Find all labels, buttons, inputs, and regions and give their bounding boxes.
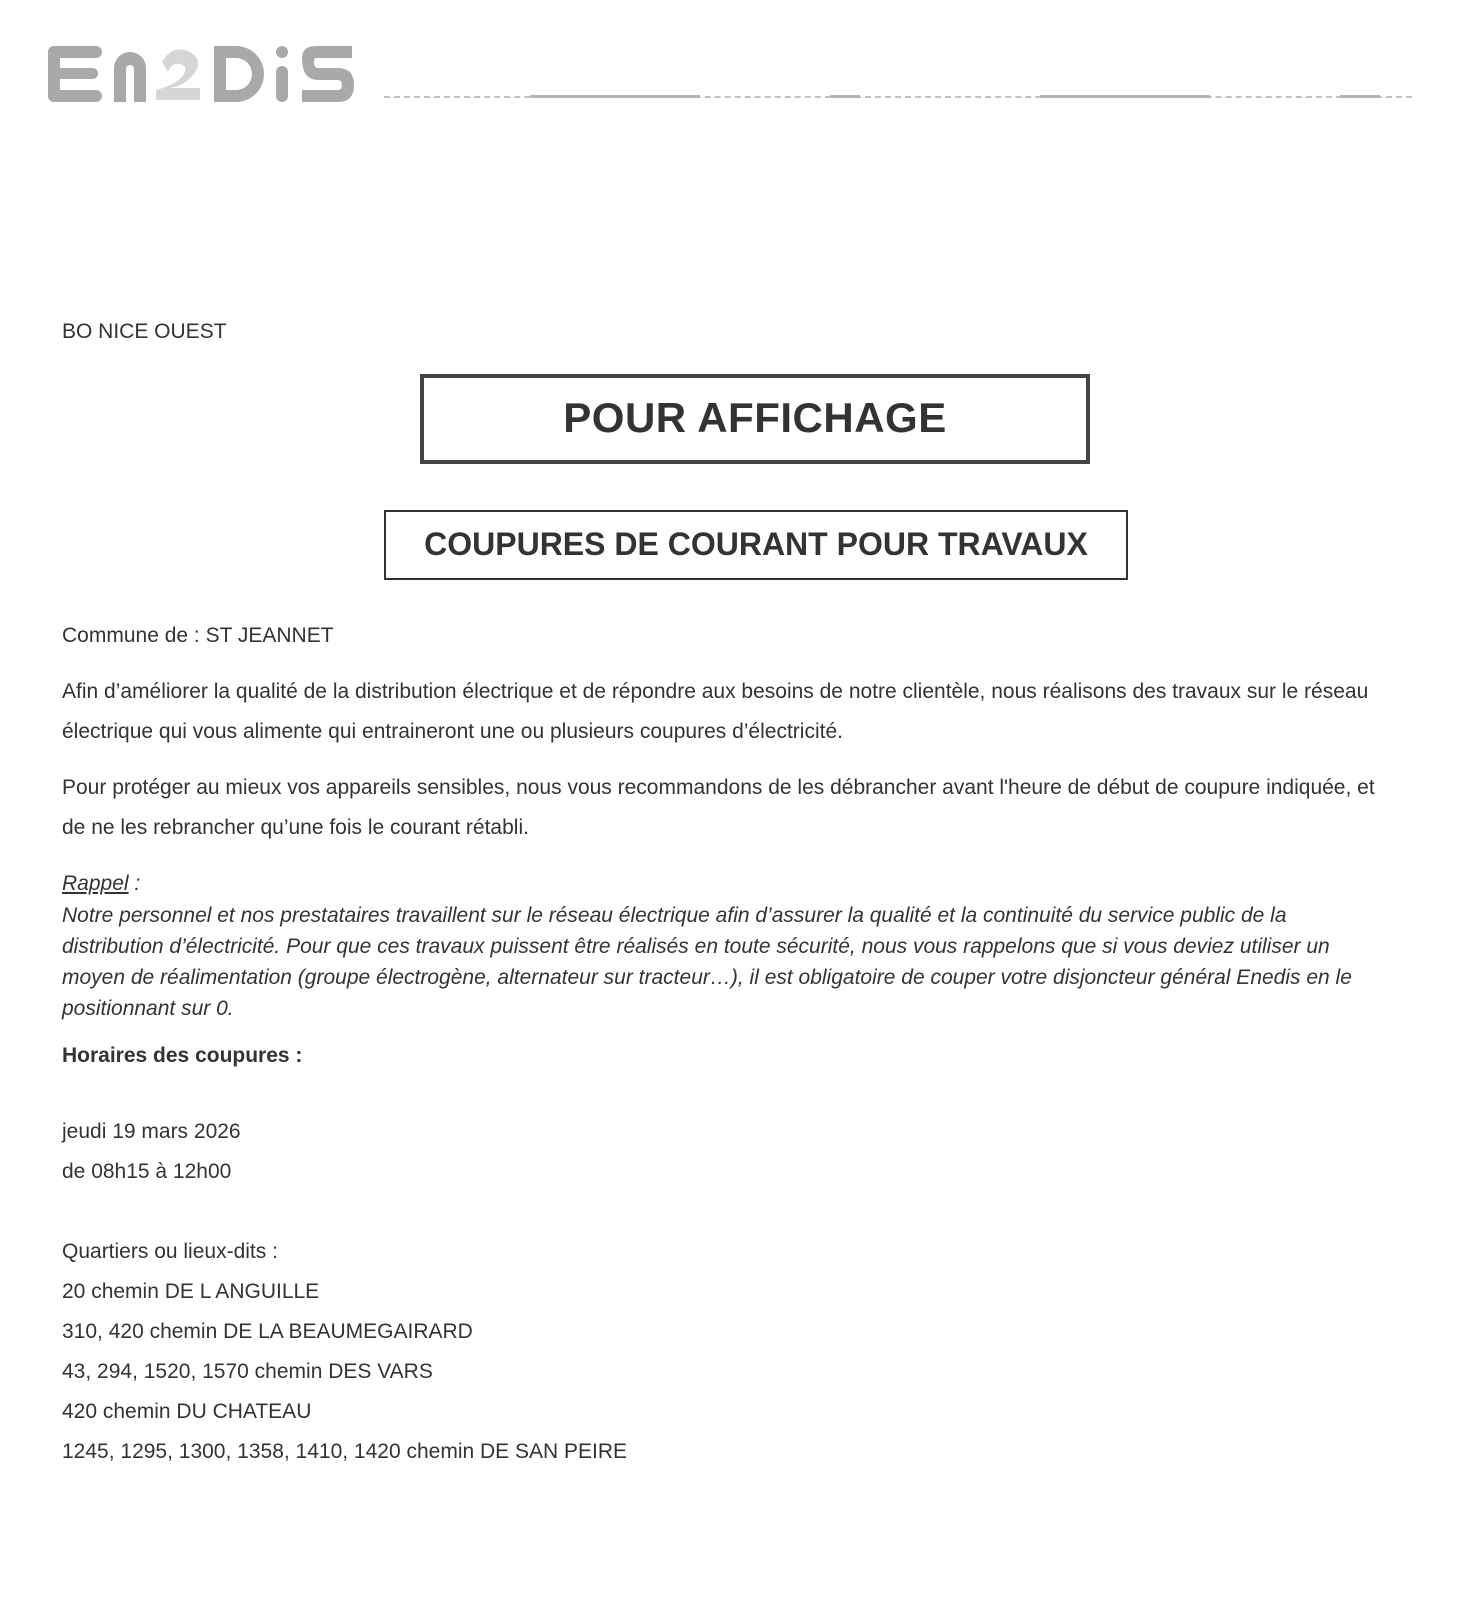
- header-rule-segment: [1340, 95, 1380, 98]
- schedule-date: jeudi 19 mars 2026: [62, 1120, 241, 1143]
- rappel-body: Notre personnel et nos prestataires travaillent sur le réseau électrique afin d’assurer la qualité et la continuité du service public de la distribution d’électricité. Pour que ces travaux puissent être réalisés en toute sécurité, nous vous rappelons que si vous deviez utiliser un moyen de réalimentation (groupe électrogène, alternateur sur tracteur…), il est obligatoire de couper votre disjoncteur général Enedis en le positionnant sur 0.: [62, 904, 1352, 1020]
- sender-office: BO NICE OUEST: [62, 320, 227, 343]
- rappel-suffix: :: [128, 872, 141, 895]
- enedis-logo: [44, 28, 364, 118]
- header-rule-segment: [830, 95, 860, 98]
- schedule-time: de 08h15 à 12h00: [62, 1160, 232, 1183]
- location-item: 20 chemin DE L ANGUILLE: [62, 1280, 320, 1303]
- location-item: 1245, 1295, 1300, 1358, 1410, 1420 chemin DE SAN PEIRE: [62, 1440, 628, 1463]
- rappel-heading: [62, 872, 140, 896]
- location-item: 43, 294, 1520, 1570 chemin DES VARS: [62, 1360, 433, 1383]
- location-item: 310, 420 chemin DE LA BEAUMEGAIRARD: [62, 1320, 473, 1343]
- commune-line: Commune de : ST JEANNET: [62, 624, 334, 647]
- schedule-heading: Horaires des coupures :: [62, 1044, 303, 1067]
- title-box: POUR AFFICHAGE: [420, 374, 1090, 464]
- location-item: 420 chemin DU CHATEAU: [62, 1400, 312, 1423]
- locations-heading: Quartiers ou lieux-dits :: [62, 1240, 278, 1263]
- header-rule-segment: [1040, 95, 1210, 98]
- rappel-label: Rappel: [62, 872, 129, 895]
- paragraph-intro: Afin d’améliorer la qualité de la distribution électrique et de répondre aux besoins de notre clientèle, nous réalisons des travaux sur le réseau électrique qui vous alimente qui entraineront une ou plusieurs coupures d’électricité.: [62, 680, 1369, 743]
- header-rule-segment: [530, 95, 700, 98]
- subtitle-box: COUPURES DE COURANT POUR TRAVAUX: [384, 510, 1128, 580]
- paragraph-advice: Pour protéger au mieux vos appareils sensibles, nous vous recommandons de les débrancher avant l'heure de début de coupure indiquée, et de ne les rebrancher qu’une fois le courant rétabli.: [62, 776, 1375, 839]
